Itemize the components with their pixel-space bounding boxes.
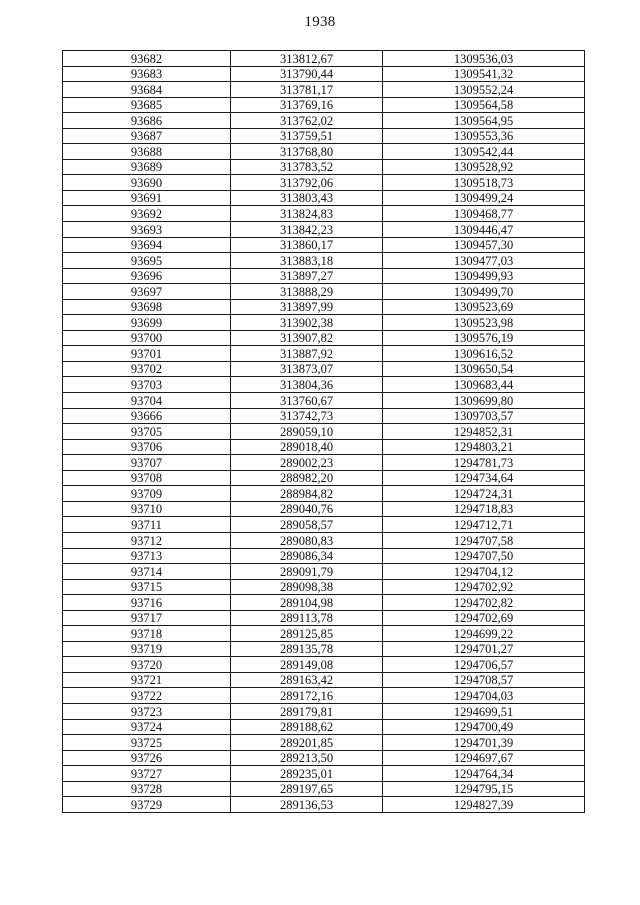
point-number-cell: 93697 (63, 284, 231, 300)
table-row (63, 377, 585, 393)
point-number-cell: 93720 (63, 657, 231, 673)
x-coordinate-cell: 289135,78 (231, 641, 383, 657)
y-coordinate-cell: 1294764,34 (383, 766, 585, 782)
x-coordinate-cell: 289040,76 (231, 501, 383, 517)
table-row (63, 766, 585, 782)
point-number-cell: 93690 (63, 175, 231, 191)
x-coordinate-cell: 289002,23 (231, 455, 383, 471)
x-coordinate-cell: 313873,07 (231, 361, 383, 377)
y-coordinate-cell: 1294701,39 (383, 735, 585, 751)
y-coordinate-cell: 1294707,50 (383, 548, 585, 564)
table-row (63, 672, 585, 688)
point-number-cell: 93705 (63, 424, 231, 440)
table-row (63, 268, 585, 284)
y-coordinate-cell: 1294734,64 (383, 470, 585, 486)
y-coordinate-cell: 1294724,31 (383, 486, 585, 502)
x-coordinate-cell: 313783,52 (231, 159, 383, 175)
point-number-cell: 93699 (63, 315, 231, 331)
x-coordinate-cell: 289197,65 (231, 781, 383, 797)
x-coordinate-cell: 313790,44 (231, 66, 383, 82)
table-row (63, 470, 585, 486)
table-row (63, 159, 585, 175)
y-coordinate-cell: 1309536,03 (383, 51, 585, 67)
y-coordinate-cell: 1309446,47 (383, 222, 585, 238)
table-row (63, 688, 585, 704)
x-coordinate-cell: 313860,17 (231, 237, 383, 253)
table-row (63, 408, 585, 424)
y-coordinate-cell: 1309542,44 (383, 144, 585, 160)
table-row (63, 237, 585, 253)
x-coordinate-cell: 313792,06 (231, 175, 383, 191)
y-coordinate-cell: 1294781,73 (383, 455, 585, 471)
x-coordinate-cell: 313769,16 (231, 97, 383, 113)
x-coordinate-cell: 313804,36 (231, 377, 383, 393)
y-coordinate-cell: 1309523,69 (383, 299, 585, 315)
point-number-cell: 93701 (63, 346, 231, 362)
table-row (63, 346, 585, 362)
y-coordinate-cell: 1294699,51 (383, 703, 585, 719)
y-coordinate-cell: 1294718,83 (383, 501, 585, 517)
x-coordinate-cell: 289179,81 (231, 703, 383, 719)
point-number-cell: 93707 (63, 455, 231, 471)
table-row (63, 128, 585, 144)
point-number-cell: 93721 (63, 672, 231, 688)
point-number-cell: 93706 (63, 439, 231, 455)
x-coordinate-cell: 313759,51 (231, 128, 383, 144)
coordinates-table (62, 50, 585, 813)
point-number-cell: 93714 (63, 564, 231, 580)
y-coordinate-cell: 1294708,57 (383, 672, 585, 688)
y-coordinate-cell: 1309541,32 (383, 66, 585, 82)
x-coordinate-cell: 289163,42 (231, 672, 383, 688)
table-row (63, 113, 585, 129)
y-coordinate-cell: 1294707,58 (383, 532, 585, 548)
point-number-cell: 93700 (63, 330, 231, 346)
table-row (63, 330, 585, 346)
y-coordinate-cell: 1309457,30 (383, 237, 585, 253)
x-coordinate-cell: 289059,10 (231, 424, 383, 440)
point-number-cell: 93718 (63, 626, 231, 642)
y-coordinate-cell: 1309499,93 (383, 268, 585, 284)
y-coordinate-cell: 1294712,71 (383, 517, 585, 533)
point-number-cell: 93702 (63, 361, 231, 377)
x-coordinate-cell: 313781,17 (231, 82, 383, 98)
y-coordinate-cell: 1309576,19 (383, 330, 585, 346)
point-number-cell: 93712 (63, 532, 231, 548)
table-row (63, 797, 585, 813)
y-coordinate-cell: 1294795,15 (383, 781, 585, 797)
point-number-cell: 93710 (63, 501, 231, 517)
y-coordinate-cell: 1294702,69 (383, 610, 585, 626)
point-number-cell: 93728 (63, 781, 231, 797)
y-coordinate-cell: 1309683,44 (383, 377, 585, 393)
table-row (63, 750, 585, 766)
point-number-cell: 93694 (63, 237, 231, 253)
x-coordinate-cell: 289213,50 (231, 750, 383, 766)
point-number-cell: 93711 (63, 517, 231, 533)
x-coordinate-cell: 313768,80 (231, 144, 383, 160)
table-row (63, 486, 585, 502)
point-number-cell: 93684 (63, 82, 231, 98)
x-coordinate-cell: 289188,62 (231, 719, 383, 735)
table-row (63, 315, 585, 331)
x-coordinate-cell: 313824,83 (231, 206, 383, 222)
y-coordinate-cell: 1294803,21 (383, 439, 585, 455)
x-coordinate-cell: 288984,82 (231, 486, 383, 502)
point-number-cell: 93686 (63, 113, 231, 129)
x-coordinate-cell: 289125,85 (231, 626, 383, 642)
table-row (63, 424, 585, 440)
point-number-cell: 93722 (63, 688, 231, 704)
point-number-cell: 93713 (63, 548, 231, 564)
point-number-cell: 93725 (63, 735, 231, 751)
x-coordinate-cell: 313812,67 (231, 51, 383, 67)
x-coordinate-cell: 313897,99 (231, 299, 383, 315)
table-row (63, 781, 585, 797)
y-coordinate-cell: 1294700,49 (383, 719, 585, 735)
point-number-cell: 93687 (63, 128, 231, 144)
table-row (63, 361, 585, 377)
x-coordinate-cell: 289058,57 (231, 517, 383, 533)
point-number-cell: 93688 (63, 144, 231, 160)
table-row (63, 82, 585, 98)
x-coordinate-cell: 313842,23 (231, 222, 383, 238)
x-coordinate-cell: 289086,34 (231, 548, 383, 564)
point-number-cell: 93696 (63, 268, 231, 284)
table-row (63, 299, 585, 315)
table-row (63, 517, 585, 533)
y-coordinate-cell: 1309616,52 (383, 346, 585, 362)
x-coordinate-cell: 289018,40 (231, 439, 383, 455)
x-coordinate-cell: 289201,85 (231, 735, 383, 751)
table-row (63, 66, 585, 82)
point-number-cell: 93698 (63, 299, 231, 315)
point-number-cell: 93727 (63, 766, 231, 782)
page-number: 1938 (304, 14, 336, 30)
x-coordinate-cell: 313888,29 (231, 284, 383, 300)
x-coordinate-cell: 289149,08 (231, 657, 383, 673)
x-coordinate-cell: 289136,53 (231, 797, 383, 813)
x-coordinate-cell: 289091,79 (231, 564, 383, 580)
table-row (63, 579, 585, 595)
y-coordinate-cell: 1309499,70 (383, 284, 585, 300)
y-coordinate-cell: 1309553,36 (383, 128, 585, 144)
point-number-cell: 93685 (63, 97, 231, 113)
table-row (63, 253, 585, 269)
table-row (63, 641, 585, 657)
y-coordinate-cell: 1294701,27 (383, 641, 585, 657)
y-coordinate-cell: 1294852,31 (383, 424, 585, 440)
y-coordinate-cell: 1294697,67 (383, 750, 585, 766)
y-coordinate-cell: 1294704,03 (383, 688, 585, 704)
table-row (63, 455, 585, 471)
y-coordinate-cell: 1309703,57 (383, 408, 585, 424)
table-row (63, 393, 585, 409)
table-row (63, 610, 585, 626)
table-row (63, 595, 585, 611)
point-number-cell: 93689 (63, 159, 231, 175)
table-row (63, 206, 585, 222)
y-coordinate-cell: 1309499,24 (383, 190, 585, 206)
x-coordinate-cell: 313883,18 (231, 253, 383, 269)
table-row (63, 144, 585, 160)
y-coordinate-cell: 1309552,24 (383, 82, 585, 98)
x-coordinate-cell: 313902,38 (231, 315, 383, 331)
x-coordinate-cell: 313887,92 (231, 346, 383, 362)
table-row (63, 501, 585, 517)
table-row (63, 626, 585, 642)
point-number-cell: 93704 (63, 393, 231, 409)
point-number-cell: 93709 (63, 486, 231, 502)
y-coordinate-cell: 1309518,73 (383, 175, 585, 191)
coordinates-table-body (63, 51, 585, 813)
point-number-cell: 93693 (63, 222, 231, 238)
point-number-cell: 93708 (63, 470, 231, 486)
point-number-cell: 93683 (63, 66, 231, 82)
point-number-cell: 93715 (63, 579, 231, 595)
table-row (63, 719, 585, 735)
y-coordinate-cell: 1309699,80 (383, 393, 585, 409)
point-number-cell: 93724 (63, 719, 231, 735)
table-row (63, 703, 585, 719)
table-row (63, 735, 585, 751)
x-coordinate-cell: 289113,78 (231, 610, 383, 626)
y-coordinate-cell: 1294827,39 (383, 797, 585, 813)
x-coordinate-cell: 313742,73 (231, 408, 383, 424)
table-row (63, 564, 585, 580)
x-coordinate-cell: 288982,20 (231, 470, 383, 486)
x-coordinate-cell: 289235,01 (231, 766, 383, 782)
x-coordinate-cell: 313760,67 (231, 393, 383, 409)
table-row (63, 532, 585, 548)
y-coordinate-cell: 1294706,57 (383, 657, 585, 673)
y-coordinate-cell: 1309564,58 (383, 97, 585, 113)
x-coordinate-cell: 313762,02 (231, 113, 383, 129)
point-number-cell: 93682 (63, 51, 231, 67)
point-number-cell: 93729 (63, 797, 231, 813)
point-number-cell: 93717 (63, 610, 231, 626)
y-coordinate-cell: 1294699,22 (383, 626, 585, 642)
point-number-cell: 93666 (63, 408, 231, 424)
y-coordinate-cell: 1309523,98 (383, 315, 585, 331)
table-row (63, 439, 585, 455)
y-coordinate-cell: 1309528,92 (383, 159, 585, 175)
x-coordinate-cell: 289098,38 (231, 579, 383, 595)
y-coordinate-cell: 1294704,12 (383, 564, 585, 580)
point-number-cell: 93691 (63, 190, 231, 206)
table-row (63, 51, 585, 67)
table-row (63, 284, 585, 300)
x-coordinate-cell: 289104,98 (231, 595, 383, 611)
x-coordinate-cell: 289172,16 (231, 688, 383, 704)
y-coordinate-cell: 1294702,82 (383, 595, 585, 611)
point-number-cell: 93726 (63, 750, 231, 766)
table-row (63, 97, 585, 113)
x-coordinate-cell: 313897,27 (231, 268, 383, 284)
y-coordinate-cell: 1309468,77 (383, 206, 585, 222)
table-row (63, 190, 585, 206)
y-coordinate-cell: 1309650,54 (383, 361, 585, 377)
y-coordinate-cell: 1309477,03 (383, 253, 585, 269)
point-number-cell: 93719 (63, 641, 231, 657)
point-number-cell: 93716 (63, 595, 231, 611)
table-row (63, 222, 585, 238)
point-number-cell: 93692 (63, 206, 231, 222)
point-number-cell: 93723 (63, 703, 231, 719)
point-number-cell: 93695 (63, 253, 231, 269)
table-row (63, 175, 585, 191)
y-coordinate-cell: 1294702,92 (383, 579, 585, 595)
x-coordinate-cell: 313803,43 (231, 190, 383, 206)
x-coordinate-cell: 313907,82 (231, 330, 383, 346)
table-row (63, 657, 585, 673)
y-coordinate-cell: 1309564,95 (383, 113, 585, 129)
table-row (63, 548, 585, 564)
x-coordinate-cell: 289080,83 (231, 532, 383, 548)
point-number-cell: 93703 (63, 377, 231, 393)
